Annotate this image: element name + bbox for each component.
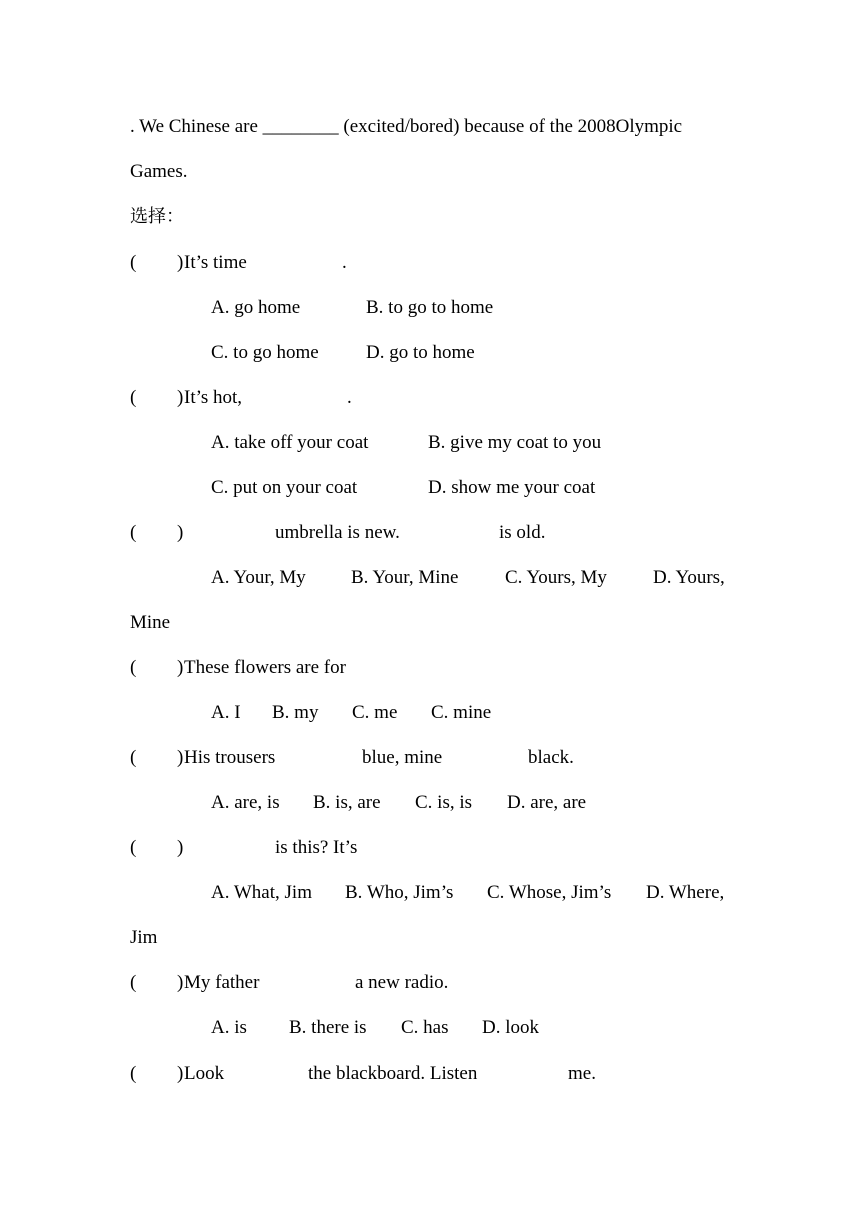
question-5-stem-b: blue, mine bbox=[362, 747, 443, 768]
section-heading: 选择： bbox=[130, 206, 184, 227]
question-8-open-paren: ( bbox=[130, 1063, 137, 1084]
question-1-close-paren: ) bbox=[177, 252, 184, 273]
question-3-stem-a: umbrella is new. bbox=[275, 522, 400, 543]
question-6-option-d: D. Where, bbox=[646, 882, 725, 903]
question-3-option-d: D. Yours, bbox=[653, 567, 725, 588]
question-6-close-paren: ) bbox=[177, 837, 184, 858]
question-7-stem-a: My father bbox=[184, 972, 260, 993]
question-7-option-b: B. there is bbox=[289, 1017, 367, 1038]
question-6-stem-a: is this? It’s bbox=[275, 837, 358, 858]
question-6-open-paren: ( bbox=[130, 837, 137, 858]
question-4-close-paren: ) bbox=[177, 657, 184, 678]
question-4-stem-a: These flowers are for bbox=[184, 657, 346, 678]
question-7-open-paren: ( bbox=[130, 972, 137, 993]
question-8-stem-b: the blackboard. Listen bbox=[308, 1063, 478, 1084]
question-2-option-c: C. put on your coat bbox=[211, 477, 358, 498]
question-2-option-b: B. give my coat to you bbox=[428, 432, 602, 453]
question-6-option-wrap: Jim bbox=[130, 927, 158, 948]
question-7-close-paren: ) bbox=[177, 972, 184, 993]
question-7-option-c: C. has bbox=[401, 1017, 449, 1038]
question-3-option-wrap: Mine bbox=[130, 612, 171, 633]
question-2-stem-b: . bbox=[347, 387, 352, 408]
question-4-open-paren: ( bbox=[130, 657, 137, 678]
question-1-option-b: B. to go to home bbox=[366, 297, 494, 318]
question-2-option-a: A. take off your coat bbox=[211, 432, 369, 453]
question-5-option-b: B. is, are bbox=[313, 792, 381, 813]
question-4-option-d: C. mine bbox=[431, 702, 492, 723]
question-5-option-c: C. is, is bbox=[415, 792, 473, 813]
question-5-open-paren: ( bbox=[130, 747, 137, 768]
question-2-option-d: D. show me your coat bbox=[428, 477, 596, 498]
question-6-option-a: A. What, Jim bbox=[211, 882, 312, 903]
question-1-option-c: C. to go home bbox=[211, 342, 319, 363]
question-4-option-c: C. me bbox=[352, 702, 398, 723]
question-8-stem-a: Look bbox=[184, 1063, 225, 1084]
question-7-option-a: A. is bbox=[211, 1017, 247, 1038]
question-3-option-c: C. Yours, My bbox=[505, 567, 607, 588]
question-1-stem-a: It’s time bbox=[184, 252, 247, 273]
question-5-stem-a: His trousers bbox=[184, 747, 276, 768]
question-2-close-paren: ) bbox=[177, 387, 184, 408]
question-3-open-paren: ( bbox=[130, 522, 137, 543]
fill-in-line-1: . We Chinese are ________ (excited/bored) because of the 2008Olympic bbox=[130, 116, 683, 137]
question-5-close-paren: ) bbox=[177, 747, 184, 768]
fill-in-line-2: Games. bbox=[130, 161, 188, 182]
question-3-option-b: B. Your, Mine bbox=[351, 567, 459, 588]
question-7-stem-b: a new radio. bbox=[355, 972, 449, 993]
question-1-stem-b: . bbox=[342, 252, 347, 273]
question-7-option-d: D. look bbox=[482, 1017, 539, 1038]
question-4-option-b: B. my bbox=[272, 702, 319, 723]
question-8-close-paren: ) bbox=[177, 1063, 184, 1084]
question-2-open-paren: ( bbox=[130, 387, 137, 408]
question-3-close-paren: ) bbox=[177, 522, 184, 543]
question-3-option-a: A. Your, My bbox=[211, 567, 306, 588]
question-6-option-c: C. Whose, Jim’s bbox=[487, 882, 612, 903]
question-3-stem-b: is old. bbox=[499, 522, 546, 543]
question-2-stem-a: It’s hot, bbox=[184, 387, 243, 408]
question-6-option-b: B. Who, Jim’s bbox=[345, 882, 454, 903]
question-5-stem-c: black. bbox=[528, 747, 574, 768]
question-5-option-d: D. are, are bbox=[507, 792, 587, 813]
question-1-option-d: D. go to home bbox=[366, 342, 475, 363]
question-1-open-paren: ( bbox=[130, 252, 137, 273]
question-1-option-a: A. go home bbox=[211, 297, 301, 318]
question-8-stem-c: me. bbox=[568, 1063, 596, 1084]
question-4-option-a: A. I bbox=[211, 702, 241, 723]
question-5-option-a: A. are, is bbox=[211, 792, 280, 813]
